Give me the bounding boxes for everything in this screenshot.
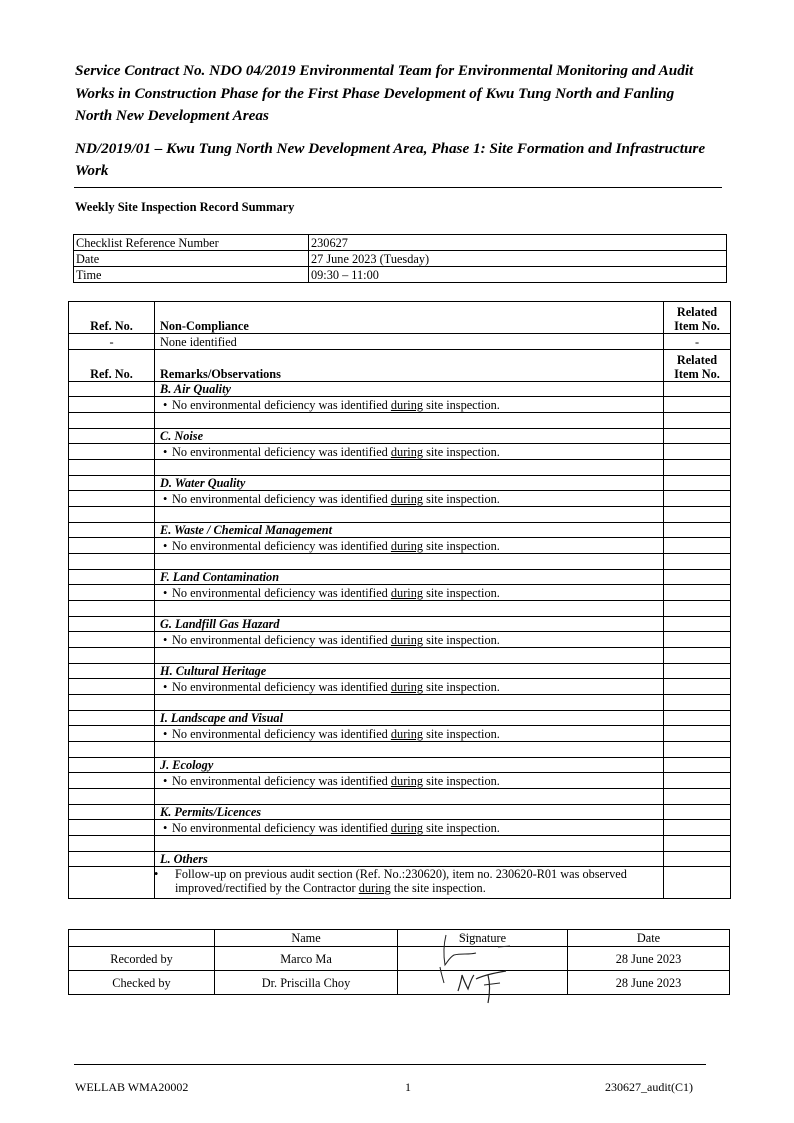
category-title: G. Landfill Gas Hazard xyxy=(155,617,664,632)
category-row xyxy=(69,382,731,397)
blank-cell xyxy=(69,789,155,805)
info-value: 27 June 2023 (Tuesday) xyxy=(309,251,727,267)
observation-row xyxy=(69,632,731,648)
observation-row xyxy=(69,726,731,742)
category-row xyxy=(69,758,731,773)
observation-text: Follow-up on previous audit section (Ref. No.:230620), item no. 230620-R01 was observed improved/rectified by the Contractor during the site inspection. xyxy=(175,867,627,895)
blank-cell xyxy=(155,836,664,852)
category-related xyxy=(664,711,731,726)
info-row xyxy=(74,267,727,283)
signoff-date: 28 June 2023 xyxy=(568,971,730,995)
blank-row xyxy=(69,836,731,852)
observation-related xyxy=(664,538,731,554)
bullet-icon: • xyxy=(163,821,168,835)
observation-related xyxy=(664,867,731,899)
blank-cell xyxy=(155,507,664,523)
signoff-col-signature: Signature xyxy=(398,930,568,947)
underlined-word: during xyxy=(390,492,423,506)
signoff-col-date: Date xyxy=(568,930,730,947)
blank-cell xyxy=(69,460,155,476)
blank-row xyxy=(69,507,731,523)
observation-cell xyxy=(155,397,664,413)
bullet-icon: • xyxy=(163,774,168,788)
underlined-word: during xyxy=(390,445,423,459)
category-ref xyxy=(69,805,155,820)
observation-related xyxy=(664,444,731,460)
observation-related xyxy=(664,397,731,413)
underlined-word: during xyxy=(390,398,423,412)
info-value: 09:30 – 11:00 xyxy=(309,267,727,283)
observation-cell xyxy=(155,867,664,899)
col-header-ref: Ref. No. xyxy=(69,350,155,382)
footer-document-ref: 230627_audit(C1) xyxy=(605,1080,693,1094)
underlined-word: during xyxy=(390,539,423,553)
underlined-word: during xyxy=(390,727,423,741)
observation-text: No environmental deficiency was identified during site inspection. xyxy=(172,821,500,835)
blank-row xyxy=(69,648,731,664)
category-related xyxy=(664,805,731,820)
observation-text: No environmental deficiency was identified during site inspection. xyxy=(172,680,500,694)
category-related xyxy=(664,758,731,773)
category-ref xyxy=(69,429,155,444)
category-title: K. Permits/Licences xyxy=(155,805,664,820)
blank-cell xyxy=(69,836,155,852)
blank-cell xyxy=(664,460,731,476)
category-row xyxy=(69,852,731,867)
blank-cell xyxy=(664,695,731,711)
category-ref xyxy=(69,382,155,397)
underlined-word: during xyxy=(390,633,423,647)
blank-cell xyxy=(664,836,731,852)
info-label: Date xyxy=(74,251,309,267)
signoff-header-row xyxy=(69,930,730,947)
blank-cell xyxy=(69,507,155,523)
category-title: B. Air Quality xyxy=(155,382,664,397)
observation-ref xyxy=(69,867,155,899)
col-header-related: Related Item No. xyxy=(664,302,731,334)
observation-related xyxy=(664,679,731,695)
observation-ref xyxy=(69,444,155,460)
category-related xyxy=(664,617,731,632)
blank-cell xyxy=(155,789,664,805)
category-row xyxy=(69,664,731,679)
category-related xyxy=(664,852,731,867)
category-ref xyxy=(69,617,155,632)
observation-row xyxy=(69,491,731,507)
info-label: Time xyxy=(74,267,309,283)
col-header-noncompliance: Non-Compliance xyxy=(155,302,664,334)
blank-cell xyxy=(664,789,731,805)
observation-ref xyxy=(69,585,155,601)
underlined-word: during xyxy=(390,680,423,694)
observation-related xyxy=(664,820,731,836)
category-title: E. Waste / Chemical Management xyxy=(155,523,664,538)
col-header-ref: Ref. No. xyxy=(69,302,155,334)
category-title: H. Cultural Heritage xyxy=(155,664,664,679)
signature-cell xyxy=(398,947,568,971)
observation-row xyxy=(69,585,731,601)
blank-row xyxy=(69,742,731,758)
category-related xyxy=(664,382,731,397)
bullet-icon: • xyxy=(163,398,168,412)
category-title: J. Ecology xyxy=(155,758,664,773)
observation-cell xyxy=(155,679,664,695)
footer-divider xyxy=(74,1064,706,1065)
observation-text: No environmental deficiency was identified during site inspection. xyxy=(172,633,500,647)
bullet-icon: • xyxy=(154,867,159,881)
category-row xyxy=(69,523,731,538)
noncompliance-header-row xyxy=(69,302,731,334)
inspection-info-table xyxy=(73,234,727,283)
category-title: L. Others xyxy=(155,852,664,867)
observation-ref xyxy=(69,632,155,648)
observation-row xyxy=(69,444,731,460)
observation-related xyxy=(664,585,731,601)
signoff-table xyxy=(68,929,730,995)
observation-ref xyxy=(69,773,155,789)
contract-title: Service Contract No. NDO 04/2019 Environmental Team for Environmental Monitoring and Audit Works in Construction Phase for the First Phase Development of Kwu Tung North and Fanling North New Development Areas xyxy=(75,62,694,124)
blank-cell xyxy=(155,648,664,664)
observation-cell xyxy=(155,491,664,507)
summary-title: Weekly Site Inspection Record Summary xyxy=(75,200,295,214)
signoff-name: Dr. Priscilla Choy xyxy=(215,971,398,995)
blank-cell xyxy=(664,601,731,617)
observation-row xyxy=(69,867,731,899)
category-ref xyxy=(69,711,155,726)
header-divider xyxy=(74,187,722,188)
category-title: C. Noise xyxy=(155,429,664,444)
observation-row xyxy=(69,538,731,554)
blank-cell xyxy=(69,601,155,617)
info-row xyxy=(74,235,727,251)
noncompliance-ref: - xyxy=(69,334,155,350)
blank-cell xyxy=(155,695,664,711)
blank-row xyxy=(69,413,731,429)
blank-cell xyxy=(664,648,731,664)
noncompliance-related: - xyxy=(664,334,731,350)
blank-row xyxy=(69,554,731,570)
category-row xyxy=(69,429,731,444)
observation-text: No environmental deficiency was identified during site inspection. xyxy=(172,586,500,600)
category-row xyxy=(69,711,731,726)
blank-cell xyxy=(664,742,731,758)
bullet-icon: • xyxy=(163,492,168,506)
observation-ref xyxy=(69,491,155,507)
category-title: D. Water Quality xyxy=(155,476,664,491)
observation-row xyxy=(69,773,731,789)
blank-cell xyxy=(664,554,731,570)
blank-row xyxy=(69,789,731,805)
signoff-role: Checked by xyxy=(69,971,215,995)
blank-row xyxy=(69,460,731,476)
category-related xyxy=(664,664,731,679)
observation-text: No environmental deficiency was identified during site inspection. xyxy=(172,539,500,553)
observation-text: No environmental deficiency was identified during site inspection. xyxy=(172,727,500,741)
category-title: F. Land Contamination xyxy=(155,570,664,585)
observation-text: No environmental deficiency was identified during site inspection. xyxy=(172,774,500,788)
noncompliance-text: None identified xyxy=(155,334,664,350)
blank-cell xyxy=(664,507,731,523)
category-related xyxy=(664,570,731,585)
blank-cell xyxy=(155,460,664,476)
blank-row xyxy=(69,601,731,617)
category-related xyxy=(664,523,731,538)
observation-related xyxy=(664,726,731,742)
bullet-icon: • xyxy=(163,586,168,600)
signoff-date: 28 June 2023 xyxy=(568,947,730,971)
bullet-icon: • xyxy=(163,727,168,741)
category-related xyxy=(664,429,731,444)
info-row xyxy=(74,251,727,267)
blank-cell xyxy=(69,648,155,664)
blank-cell xyxy=(155,554,664,570)
document-header xyxy=(75,60,715,183)
observation-row xyxy=(69,397,731,413)
footer-page-number: 1 xyxy=(405,1080,411,1094)
category-row xyxy=(69,617,731,632)
remarks-header-row xyxy=(69,350,731,382)
observation-related xyxy=(664,773,731,789)
observation-text: No environmental deficiency was identified during site inspection. xyxy=(172,492,500,506)
observation-row xyxy=(69,820,731,836)
info-value: 230627 xyxy=(309,235,727,251)
category-ref xyxy=(69,758,155,773)
bullet-icon: • xyxy=(163,539,168,553)
blank-cell xyxy=(69,413,155,429)
observation-text: No environmental deficiency was identified during site inspection. xyxy=(172,445,500,459)
noncompliance-row xyxy=(69,334,731,350)
col-header-remarks: Remarks/Observations xyxy=(155,350,664,382)
col-header-related: Related Item No. xyxy=(664,350,731,382)
blank-cell xyxy=(69,554,155,570)
observation-ref xyxy=(69,726,155,742)
category-related xyxy=(664,476,731,491)
bullet-icon: • xyxy=(163,445,168,459)
category-ref xyxy=(69,664,155,679)
observation-ref xyxy=(69,820,155,836)
observation-row xyxy=(69,679,731,695)
category-row xyxy=(69,570,731,585)
signoff-name: Marco Ma xyxy=(215,947,398,971)
blank-cell xyxy=(69,695,155,711)
observation-cell xyxy=(155,444,664,460)
observation-cell xyxy=(155,726,664,742)
blank-cell xyxy=(69,742,155,758)
observation-ref xyxy=(69,679,155,695)
blank-cell xyxy=(155,601,664,617)
observation-related xyxy=(664,632,731,648)
observation-cell xyxy=(155,632,664,648)
underlined-word: during xyxy=(358,881,391,895)
bullet-icon: • xyxy=(163,633,168,647)
signoff-col-name: Name xyxy=(215,930,398,947)
signoff-row-recorded xyxy=(69,947,730,971)
blank-cell xyxy=(155,742,664,758)
signoff-role: Recorded by xyxy=(69,947,215,971)
underlined-word: during xyxy=(390,586,423,600)
blank-cell xyxy=(664,413,731,429)
bullet-icon: • xyxy=(163,680,168,694)
signoff-row-checked xyxy=(69,971,730,995)
observation-text: No environmental deficiency was identified during site inspection. xyxy=(172,398,500,412)
observation-cell xyxy=(155,538,664,554)
observation-cell xyxy=(155,773,664,789)
blank-cell xyxy=(155,413,664,429)
project-subtitle: ND/2019/01 – Kwu Tung North New Development Area, Phase 1: Site Formation and Infrastructure Work xyxy=(75,139,706,179)
underlined-word: during xyxy=(390,821,423,835)
blank-row xyxy=(69,695,731,711)
category-row xyxy=(69,805,731,820)
category-row xyxy=(69,476,731,491)
footer-left: WELLAB WMA20002 xyxy=(75,1080,189,1094)
category-ref xyxy=(69,852,155,867)
category-title: I. Landscape and Visual xyxy=(155,711,664,726)
info-label: Checklist Reference Number xyxy=(74,235,309,251)
observation-ref xyxy=(69,538,155,554)
inspection-record-table xyxy=(68,301,731,899)
category-ref xyxy=(69,570,155,585)
observation-related xyxy=(664,491,731,507)
observation-ref xyxy=(69,397,155,413)
signature-cell xyxy=(398,971,568,995)
category-ref xyxy=(69,476,155,491)
observation-cell xyxy=(155,585,664,601)
observation-cell xyxy=(155,820,664,836)
underlined-word: during xyxy=(390,774,423,788)
category-ref xyxy=(69,523,155,538)
